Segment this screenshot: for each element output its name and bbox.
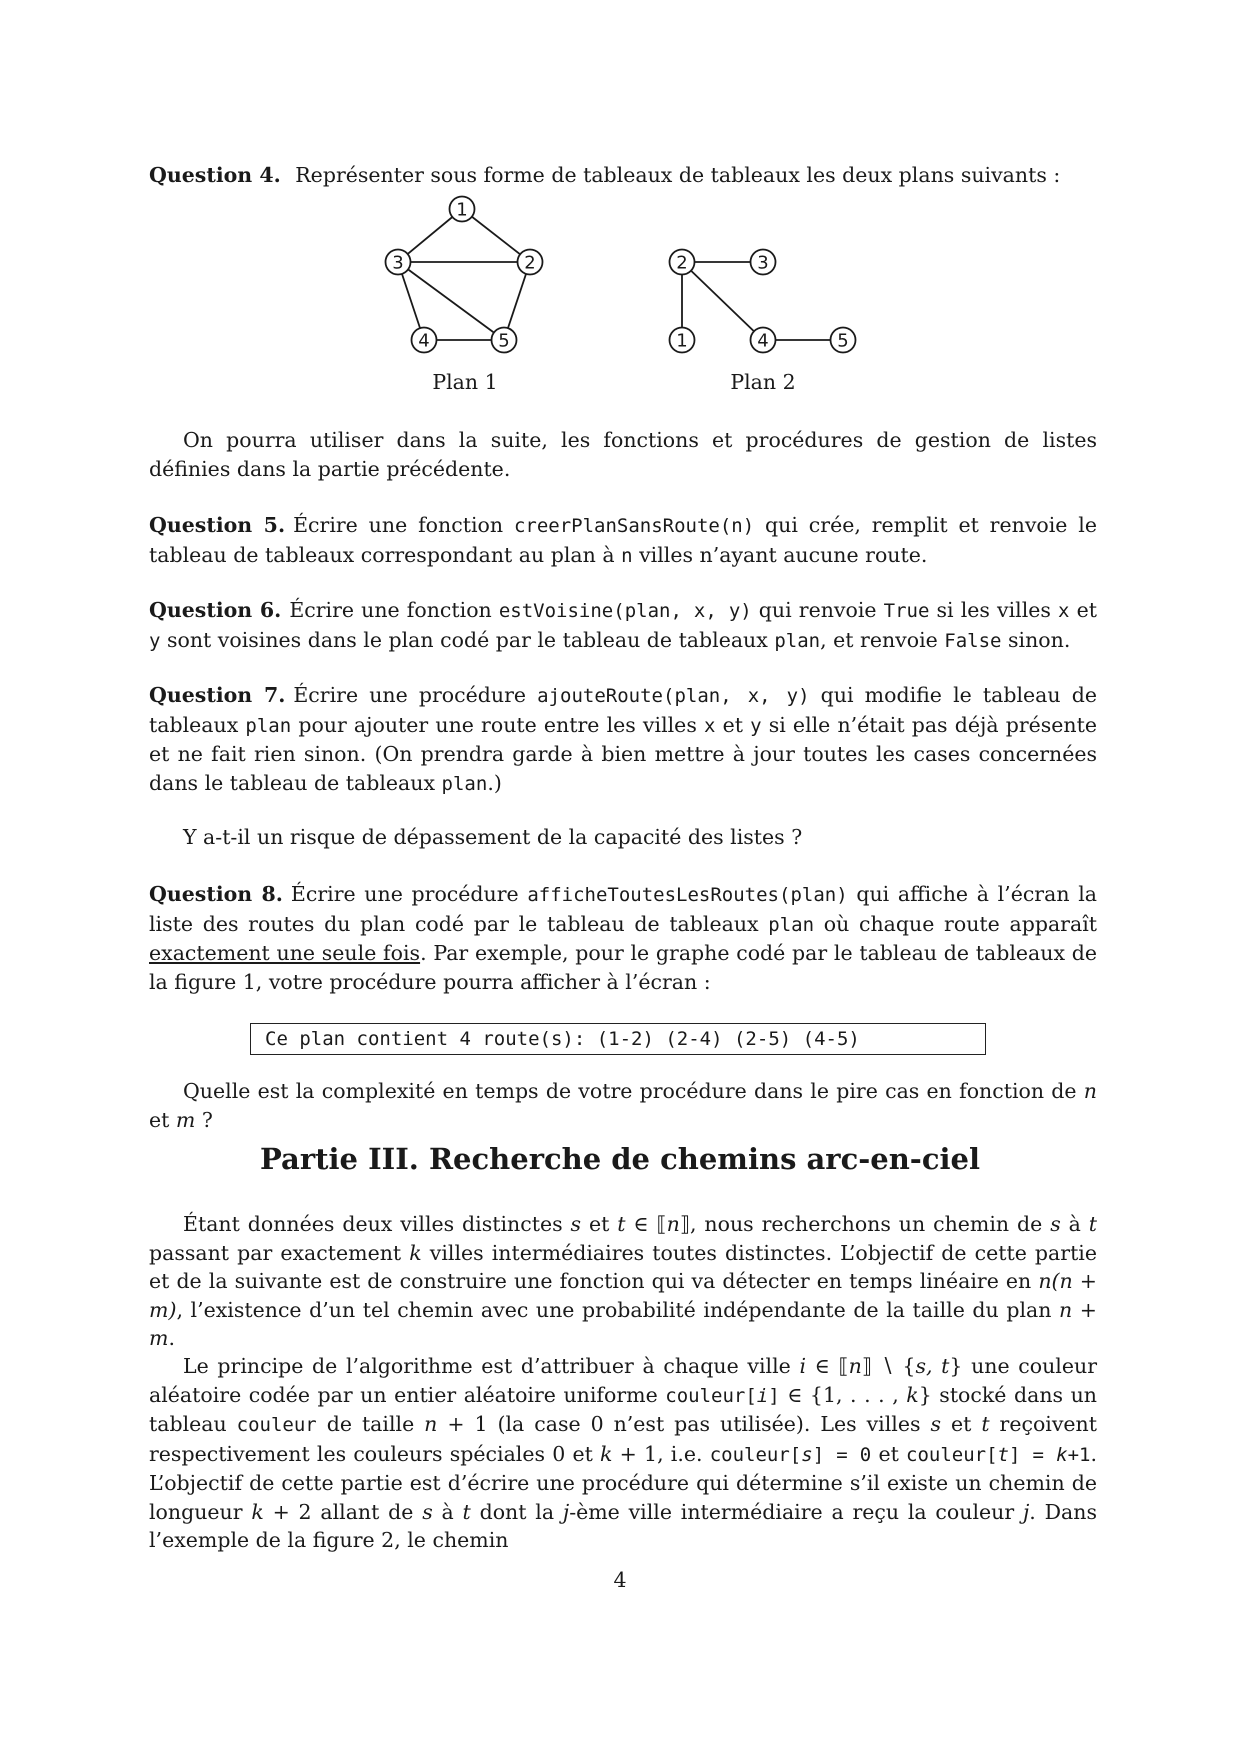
question-6 xyxy=(149,596,1097,655)
node-label: 5 xyxy=(837,330,849,352)
text: , et renvoie xyxy=(820,627,945,652)
text: sont voisines dans le plan codé par le tableau de tableaux xyxy=(160,627,775,652)
math: t xyxy=(1088,1212,1097,1236)
text: de taille xyxy=(316,1412,425,1436)
paragraph-2 xyxy=(149,1352,1097,1555)
intro-paragraph: On pourra utiliser dans la suite, les fonctions et procédures de gestion de listes définies dans la partie précédente. xyxy=(149,428,1097,481)
text: ⟧, nous recherchons un chemin de xyxy=(679,1212,1051,1236)
math: n xyxy=(424,1412,438,1436)
question-label: Question 8. xyxy=(149,882,283,906)
math: j xyxy=(562,1499,570,1524)
text: + 1 (la case 0 n’est pas utilisée). Les villes xyxy=(437,1412,931,1436)
text: Écrire une fonction xyxy=(293,513,514,537)
node-label: 2 xyxy=(676,252,688,274)
math: s xyxy=(422,1499,433,1524)
text: Étant données deux villes distinctes xyxy=(183,1212,571,1236)
code-math: t xyxy=(997,1443,1009,1466)
math: k xyxy=(600,1441,613,1466)
code-output-box xyxy=(250,1023,986,1055)
node-label: 2 xyxy=(524,252,536,274)
complexity-question xyxy=(149,1077,1097,1134)
text: et xyxy=(581,1212,618,1236)
risk-question: Y a-t-il un risque de dépassement de la capacité des listes ? xyxy=(183,825,803,849)
math: n xyxy=(1083,1079,1097,1103)
text: Écrire une procédure xyxy=(293,683,538,707)
code: couleur[ xyxy=(709,1443,802,1466)
graph-node xyxy=(670,250,695,275)
code: plan xyxy=(245,714,292,737)
text: , l’existence d’un tel chemin avec une probabilité indépendante de la taille du plan xyxy=(176,1297,1060,1322)
text: qui affiche à l’écran la liste des routes du plan codé par le tableau de tableaux xyxy=(149,882,1097,936)
math: k xyxy=(251,1499,264,1524)
question-text: Représenter sous forme de tableaux de tableaux les deux plans suivants : xyxy=(295,163,1061,187)
math: n xyxy=(848,1354,862,1378)
math: i xyxy=(799,1354,806,1378)
question-label: Question 4. xyxy=(149,163,281,187)
paragraph-1 xyxy=(149,1210,1097,1353)
graph-node xyxy=(751,328,776,353)
text: et xyxy=(871,1441,907,1466)
graph-node xyxy=(518,250,543,275)
code: plan xyxy=(774,629,821,652)
node-label: 3 xyxy=(392,252,404,274)
node-label: 5 xyxy=(498,330,510,352)
math: k xyxy=(906,1382,919,1407)
code: afficheToutesLesRoutes(plan) xyxy=(527,884,848,906)
text: qui modifie le tableau de tableaux xyxy=(149,683,1097,737)
text: + 2 allant de xyxy=(263,1499,423,1524)
code: couleur[ xyxy=(665,1384,757,1407)
text: .) xyxy=(487,770,502,795)
question-5 xyxy=(149,511,1097,570)
graph-node xyxy=(450,197,475,222)
node-label: 3 xyxy=(757,252,769,274)
text: qui renvoie xyxy=(751,598,884,622)
text: et xyxy=(941,1412,982,1436)
text: qui crée, remplit et renvoie le tableau de tableaux correspondant au plan à xyxy=(149,513,1097,567)
math: t xyxy=(617,1212,626,1236)
code: ] = 0 xyxy=(812,1443,872,1466)
text: Le principe de l’algorithme est d’attribuer à chaque ville xyxy=(183,1354,800,1378)
graph-edge xyxy=(398,262,504,340)
text: Écrire une procédure xyxy=(290,882,528,906)
node-label: 1 xyxy=(676,330,688,352)
code: plan xyxy=(768,913,815,936)
graph-edge xyxy=(682,262,763,340)
graph-node xyxy=(831,328,856,353)
text: sinon. xyxy=(1001,627,1071,652)
text: . L’objectif de cette partie est d’écrire une procédure qui détermine s’il existe un chemin de longueur xyxy=(149,1441,1097,1524)
text: dont la xyxy=(470,1499,563,1524)
plan1-nodes xyxy=(386,197,543,353)
math: s xyxy=(570,1212,582,1236)
graph-node xyxy=(751,250,776,275)
code: n xyxy=(621,544,633,567)
math: n + m xyxy=(149,1297,1097,1350)
node-label: 1 xyxy=(456,199,468,221)
text: } une couleur aléatoire codée par un entier aléatoire uniforme xyxy=(149,1354,1097,1407)
text: et xyxy=(149,1107,176,1132)
text: pour ajouter une route entre les villes xyxy=(291,712,704,737)
plan2-caption: Plan 2 xyxy=(730,370,796,394)
math: n xyxy=(666,1212,680,1236)
text: ∈ ⟦ xyxy=(625,1212,667,1236)
graph-node xyxy=(412,328,437,353)
code-output: Ce plan contient 4 route(s): (1-2) (2-4) (2-5) (4-5) xyxy=(265,1028,860,1050)
code: x xyxy=(703,714,716,737)
node-label: 4 xyxy=(757,330,769,352)
code: couleur xyxy=(236,1414,317,1436)
graph-node xyxy=(386,250,411,275)
question-label: Question 5. xyxy=(149,513,286,537)
math: t xyxy=(462,1499,471,1524)
underlined-text: exactement une seule fois xyxy=(149,941,421,965)
text: -ème ville intermédiaire a reçu la couleur xyxy=(569,1499,1023,1524)
text: et xyxy=(715,712,751,737)
code: x xyxy=(1058,600,1070,622)
text: et xyxy=(1069,598,1097,622)
text: ? xyxy=(195,1107,213,1132)
code: y xyxy=(750,714,762,737)
code: creerPlanSansRoute(n) xyxy=(513,515,755,537)
code: plan xyxy=(441,772,488,795)
text: . Par exemple, pour le graphe codé par le tableau de tableaux de la figure 1, votre procédure pourra afficher à l’écran : xyxy=(149,941,1098,994)
math: j xyxy=(1022,1499,1030,1524)
text: . Dans l’exemple de la figure 2, le chemin xyxy=(149,1499,1097,1552)
code-math: i xyxy=(756,1384,769,1407)
math: s xyxy=(1050,1212,1061,1236)
code: ] xyxy=(768,1384,780,1407)
page-number: 4 xyxy=(613,1568,627,1592)
graph-figure xyxy=(0,185,1240,365)
text: ∈ ⟦ xyxy=(806,1354,849,1378)
text: passant par exactement xyxy=(149,1240,410,1265)
math: s xyxy=(930,1412,941,1436)
text: villes n’ayant aucune route. xyxy=(632,542,928,567)
math: k xyxy=(409,1240,422,1265)
plan2-nodes xyxy=(670,250,856,353)
text: Quelle est la complexité en temps de votre procédure dans le pire cas en fonction de xyxy=(183,1079,1084,1103)
graph-node xyxy=(492,328,517,353)
text: } stocké dans un tableau xyxy=(149,1382,1097,1436)
node-label: 4 xyxy=(418,330,430,352)
code: estVoisine(plan, x, y) xyxy=(498,600,752,622)
math: t xyxy=(981,1412,990,1436)
graph-node xyxy=(670,328,695,353)
text: villes intermédiaires toutes distinctes. L’objectif de cette partie et de la suivante est de construire une fonction qui va détecter en temps linéaire en xyxy=(149,1240,1097,1293)
code: True xyxy=(883,600,930,622)
question-8 xyxy=(149,880,1097,996)
question-7 xyxy=(149,681,1097,798)
text: reçoivent respectivement les couleurs spéciales 0 et xyxy=(149,1412,1097,1466)
code-math: s xyxy=(801,1443,813,1466)
text: Écrire une fonction xyxy=(289,598,499,622)
code-math: k xyxy=(1056,1443,1068,1466)
code: y xyxy=(149,629,161,652)
text: + 1, i.e. xyxy=(612,1441,710,1466)
math: n(n + m) xyxy=(149,1269,1097,1322)
question-label: Question 7. xyxy=(149,683,286,707)
plan1-edges xyxy=(398,209,530,340)
math: m xyxy=(175,1107,196,1132)
code: ajouteRoute(plan, x, y) xyxy=(537,685,810,707)
math: s, t xyxy=(915,1354,950,1378)
code: ] = xyxy=(1009,1443,1057,1466)
text: si elle n’était pas déjà présente et ne fait rien sinon. (On prendra garde à bien mettre à jour toutes les cases concernées dans le tableau de tableaux xyxy=(149,712,1097,795)
text: ⟧ ∖ { xyxy=(861,1354,916,1378)
text: à xyxy=(1060,1212,1089,1236)
text: où chaque route apparaît xyxy=(814,911,1097,936)
code: +1 xyxy=(1067,1443,1091,1466)
question-label: Question 6. xyxy=(149,598,282,622)
code: False xyxy=(944,629,1002,652)
code: couleur[ xyxy=(906,1443,998,1466)
plan1-caption: Plan 1 xyxy=(432,370,498,394)
text: . xyxy=(168,1326,175,1350)
section-title: Partie III. Recherche de chemins arc-en-ciel xyxy=(260,1142,980,1176)
text: ∈ {1, . . . , xyxy=(779,1382,907,1407)
text: si les villes xyxy=(929,598,1059,622)
text: à xyxy=(432,1499,463,1524)
